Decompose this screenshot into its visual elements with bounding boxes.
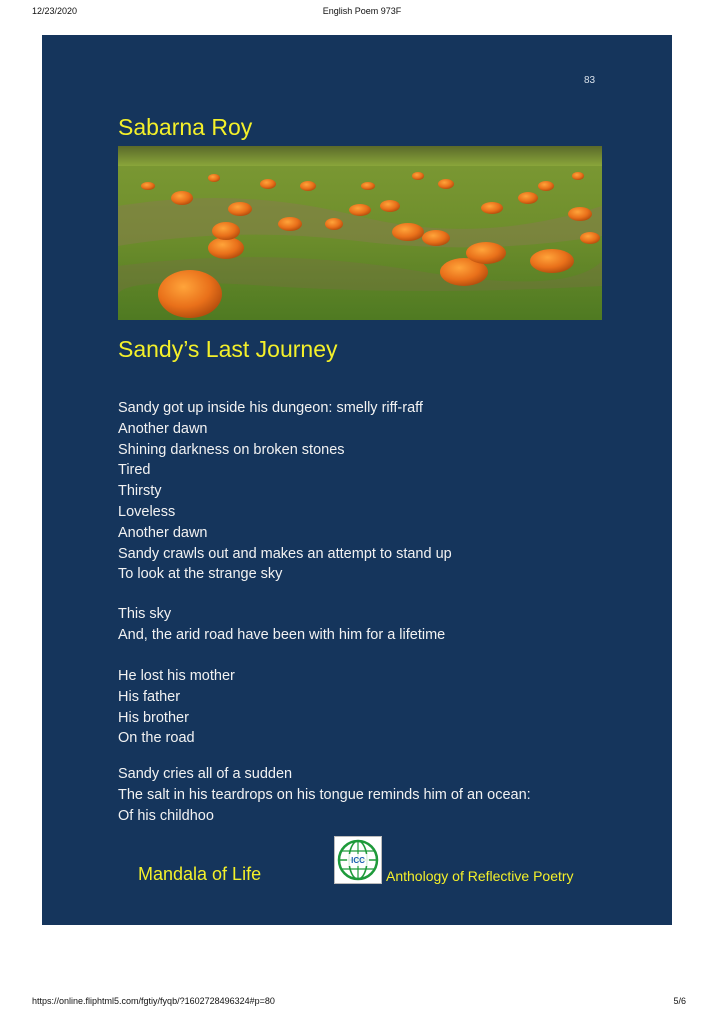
- author-name: Sabarna Roy: [118, 114, 253, 140]
- stanza-2: [118, 604, 445, 646]
- poem-line: Thirsty: [118, 483, 162, 500]
- page-url: https://online.fliphtml5.com/fgtiy/fyqb/?1602728496324#p=80: [32, 996, 275, 1006]
- poem-line: The salt in his teardrops on his tongue reminds him of an ocean:: [118, 786, 531, 803]
- print-page-count: 5/6: [673, 996, 686, 1006]
- poem-line: Sandy cries all of a sudden: [118, 766, 293, 782]
- stanza-3: [118, 666, 235, 749]
- poem-line: Another dawn: [118, 524, 208, 541]
- poem-line: Sandy got up inside his dungeon: smelly riff-raff: [118, 400, 423, 416]
- poem-line: On the road: [118, 730, 195, 747]
- poem-title: Sandy’s Last Journey: [118, 336, 338, 362]
- poem-line: Tired: [118, 462, 151, 479]
- poem-line: His father: [118, 688, 181, 705]
- poem-line: Loveless: [118, 503, 176, 520]
- anthology-title: Anthology of Reflective Poetry: [386, 868, 574, 884]
- stanza-1: [118, 398, 452, 585]
- print-date: 12/23/2020: [32, 6, 78, 16]
- poem-line: Of his childhoo: [118, 807, 214, 824]
- page-number: 83: [584, 75, 596, 86]
- poem-line: Sandy crawls out and makes an attempt to stand up: [118, 545, 452, 562]
- poem-line: His brother: [118, 709, 189, 726]
- poem-line: To look at the strange sky: [118, 566, 283, 583]
- stanza-4: [118, 764, 531, 826]
- pumpkin-field-image: [118, 146, 602, 320]
- poem-line: Another dawn: [118, 420, 208, 437]
- globe-logo-icon: [334, 836, 382, 884]
- print-title: English Poem 973F: [322, 6, 402, 16]
- logo-text: ICC: [351, 856, 365, 865]
- poem-line: And, the arid road have been with him for a lifetime: [118, 626, 446, 643]
- poem-line: Shining darkness on broken stones: [118, 441, 345, 458]
- book-title: Mandala of Life: [138, 864, 262, 884]
- poem-line: This sky: [118, 606, 172, 622]
- poem-line: He lost his mother: [118, 668, 235, 684]
